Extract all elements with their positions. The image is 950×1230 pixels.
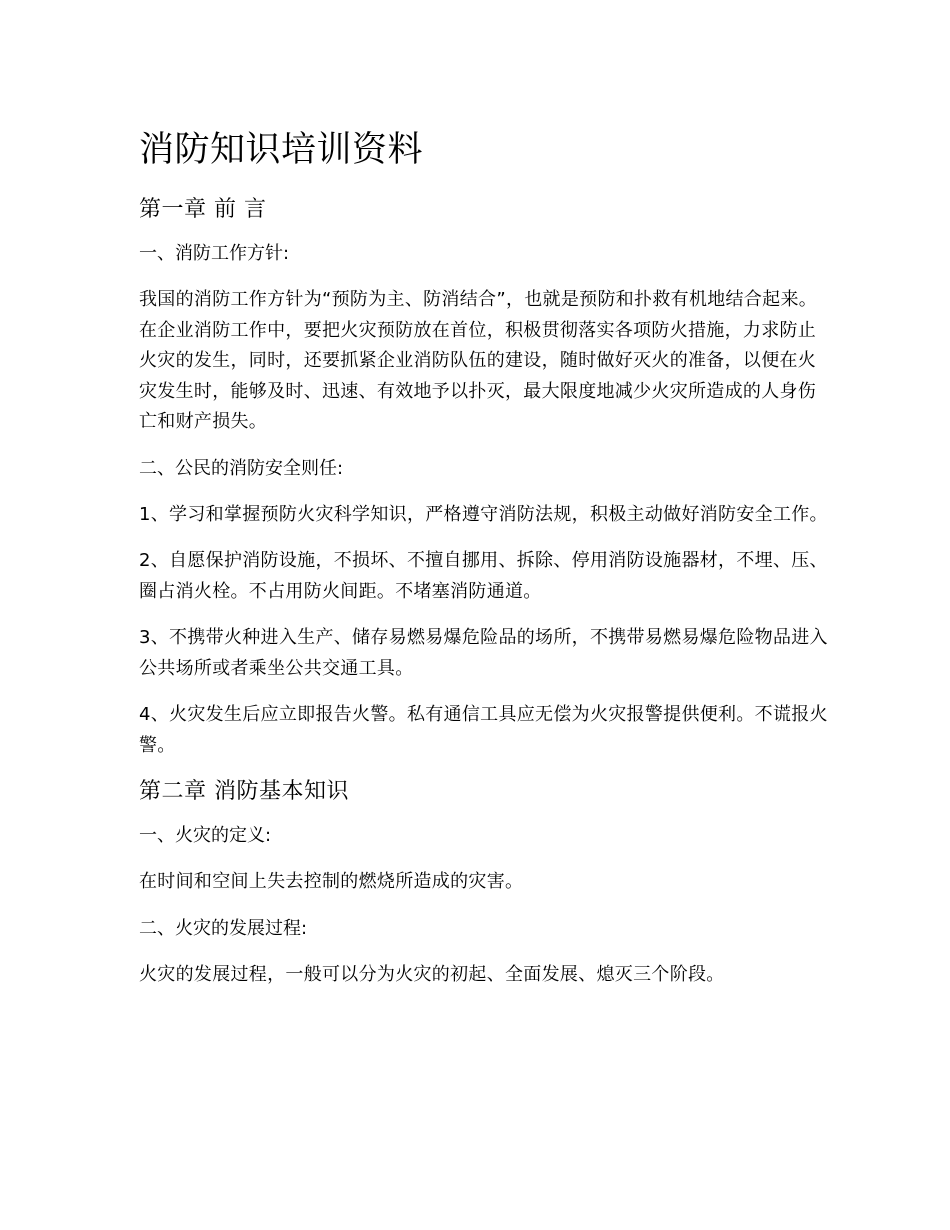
list-item-1: 1、学习和掌握预防火灾科学知识，严格遵守消防法规，积极主动做好消防安全工作。 xyxy=(139,503,828,525)
chapter-2-section-1-heading: 一、火灾的定义: xyxy=(139,825,272,846)
chapter-1-section-2-heading: 二、公民的消防安全则任: xyxy=(139,457,344,479)
chapter-2-section-2-heading: 二、火灾的发展过程: xyxy=(139,917,308,939)
chapter-1-section-1-body: 我国的消防工作方针为“预防为主、防消结合”，也就是预防和扑救有机地结合起来。在企业消防工作中，要把火灾预防放在首位，积极贯彻落实各项防火措施，力求防止火灾的发生，同时，还要抓紧企业消防队伍的建设，随时做好灭火的准备，以便在火灾发生时，能够及时、迅速、有效地予以扑灭，最大限度地减少火灾所造成的人身伤亡和财产损失。 xyxy=(139,289,818,432)
document-page xyxy=(139,120,829,1006)
chapter-2-section-1-body: 在时间和空间上失去控制的燃烧所造成的灾害。 xyxy=(139,871,524,892)
chapter-1-section-1-heading: 一、消防工作方针: xyxy=(139,243,290,264)
chapter-2-section-2-body: 火灾的发展过程，一般可以分为火灾的初起、全面发展、熄灭三个阶段。 xyxy=(139,963,725,985)
chapter-1-heading: 第一章 前 言 xyxy=(139,197,267,222)
list-item-3: 3、不携带火种进入生产、储存易燃易爆危险品的场所，不携带易燃易爆危险物品进入公共场所或者乘坐公共交通工具。 xyxy=(139,627,828,679)
document-title: 消防知识培训资料 xyxy=(139,130,424,170)
list-item-4: 4、火灾发生后应立即报告火警。私有通信工具应无偿为火灾报警提供便利。不谎报火警。 xyxy=(139,704,828,756)
list-item-2: 2、自愿保护消防设施，不损坏、不擅自挪用、拆除、停用消防设施器材，不埋、压、圈占消火栓。不占用防火间距。不堵塞消防通道。 xyxy=(139,550,828,602)
chapter-2-heading: 第二章 消防基本知识 xyxy=(139,779,349,804)
